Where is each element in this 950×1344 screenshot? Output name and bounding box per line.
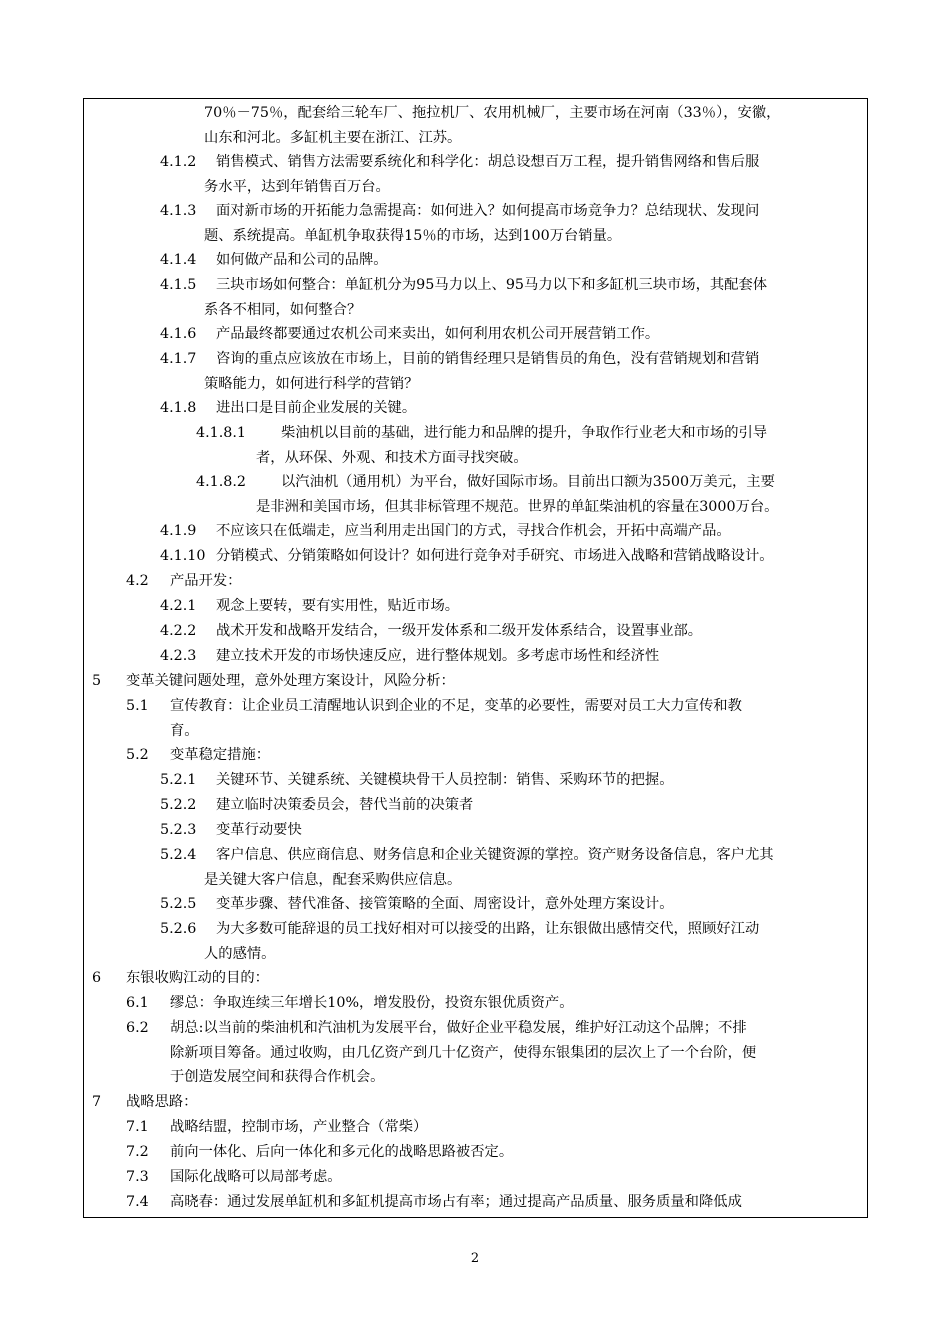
paragraph-text: 客户信息、供应商信息、财务信息和企业关键资源的掌控。资产财务设备信息，客户尤其 [216, 847, 774, 863]
paragraph-number: 4.1.7 [160, 351, 197, 367]
paragraph-text: 战术开发和战略开发结合，一级开发体系和二级开发体系结合，设置事业部。 [216, 623, 703, 639]
paragraph-continuation: 系各不相同，如何整合？ [204, 301, 362, 318]
paragraph-text: 面对新市场的开拓能力急需提高：如何进入？如何提高市场竞争力？总结现状、发现问 [216, 203, 760, 219]
paragraph-number: 7.1 [126, 1119, 149, 1135]
paragraph-number: 4.1.6 [160, 326, 197, 342]
paragraph-number: 4.1.8.2 [196, 474, 247, 490]
paragraph-text: 变革关键问题处理，意外处理方案设计，风险分析： [126, 673, 455, 689]
paragraph-number: 5.2.6 [160, 921, 197, 937]
paragraph-number: 4.2.1 [160, 598, 197, 614]
paragraph-number: 5.2.5 [160, 896, 197, 912]
paragraph-number: 4.2 [126, 573, 149, 589]
paragraph-text: 变革行动要快 [216, 822, 302, 838]
paragraph-number: 5.2.1 [160, 772, 197, 788]
paragraph-text: 不应该只在低端走，应当利用走出国门的方式，寻找合作机会，开拓中高端产品。 [216, 523, 731, 539]
content-frame [83, 98, 868, 1218]
paragraph-text: 以汽油机（通用机）为平台，做好国际市场。目前出口额为3500万美元，主要 [281, 474, 775, 490]
paragraph-continuation: 题、系统提高。单缸机争取获得15％的市场，达到100万台销量。 [204, 227, 622, 244]
paragraph-text: 咨询的重点应该放在市场上，目前的销售经理只是销售员的角色，没有营销规划和营销 [216, 351, 760, 367]
paragraph-text: 宣传教育：让企业员工清醒地认识到企业的不足，变革的必要性，需要对员工大力宣传和教 [170, 698, 742, 714]
paragraph-number: 4.1.5 [160, 277, 197, 293]
paragraph-text: 缪总：争取连续三年增长10%，增发股份，投资东银优质资产。 [170, 995, 574, 1011]
paragraph-number: 4.2.3 [160, 648, 197, 664]
paragraph-number: 5.1 [126, 698, 149, 714]
paragraph-continuation: 是关键大客户信息，配套采购供应信息。 [204, 871, 462, 888]
paragraph-number: 5.2 [126, 747, 149, 763]
paragraph-number: 6.2 [126, 1020, 149, 1036]
paragraph-number: 6.1 [126, 995, 149, 1011]
paragraph-number: 7.3 [126, 1169, 149, 1185]
paragraph-text: 战略结盟，控制市场，产业整合（常柴） [170, 1119, 428, 1135]
paragraph-continuation: 育。 [170, 722, 199, 739]
paragraph-continuation: 山东和河北。多缸机主要在浙江、江苏。 [204, 129, 462, 146]
paragraph-text: 如何做产品和公司的品牌。 [216, 252, 388, 268]
paragraph-continuation: 除新项目筹备。通过收购，由几亿资产到几十亿资产，使得东银集团的层次上了一个台阶，便 [170, 1044, 757, 1061]
paragraph-text: 产品最终都要通过农机公司来卖出，如何利用农机公司开展营销工作。 [216, 326, 660, 342]
paragraph-text: 产品开发： [170, 573, 242, 589]
paragraph-text: 战略思路： [126, 1094, 198, 1110]
paragraph-text: 建立技术开发的市场快速反应，进行整体规划。多考虑市场性和经济性 [216, 648, 660, 664]
paragraph-number: 4.1.8 [160, 400, 197, 416]
paragraph-text: 东银收购江动的目的： [126, 970, 269, 986]
paragraph-continuation: 人的感情。 [204, 945, 276, 962]
paragraph-continuation: 策略能力，如何进行科学的营销？ [204, 375, 419, 392]
paragraph-number: 5.2.3 [160, 822, 197, 838]
paragraph-number: 6 [92, 970, 102, 986]
paragraph-text: 销售模式、销售方法需要系统化和科学化：胡总设想百万工程，提升销售网络和售后服 [216, 154, 760, 170]
paragraph-text: 三块市场如何整合：单缸机分为95马力以上、95马力以下和多缸机三块市场，其配套体 [216, 277, 768, 293]
paragraph-text: 柴油机以目前的基础，进行能力和品牌的提升，争取作行业老大和市场的引导 [281, 425, 768, 441]
paragraph-text: 进出口是目前企业发展的关键。 [216, 400, 417, 416]
paragraph-number: 4.1.3 [160, 203, 197, 219]
paragraph-text: 胡总:以当前的柴油机和汽油机为发展平台，做好企业平稳发展，维护好江动这个品牌；不排 [170, 1020, 747, 1036]
paragraph-number: 5.2.2 [160, 797, 197, 813]
page-number: 2 [470, 1251, 480, 1266]
paragraph-number: 4.1.4 [160, 252, 197, 268]
paragraph-text: 关键环节、关键系统、关键模块骨干人员控制：销售、采购环节的把握。 [216, 772, 674, 788]
paragraph-number: 4.1.2 [160, 154, 197, 170]
paragraph-number: 4.1.9 [160, 523, 197, 539]
paragraph-text: 分销模式、分销策略如何设计？如何进行竞争对手研究、市场进入战略和营销战略设计。 [216, 548, 774, 564]
paragraph-number: 4.2.2 [160, 623, 197, 639]
paragraph-text: 变革稳定措施： [170, 747, 271, 763]
paragraph-text: 为大多数可能辞退的员工找好相对可以接受的出路，让东银做出感情交代，照顾好江动 [216, 921, 760, 937]
paragraph-continuation: 于创造发展空间和获得合作机会。 [170, 1069, 385, 1085]
paragraph-text: 70％－75％，配套给三轮车厂、拖拉机厂、农用机械厂，主要市场在河南（33％），安徽， [204, 105, 781, 121]
paragraph-number: 5.2.4 [160, 847, 197, 863]
paragraph-text: 前向一体化、后向一体化和多元化的战略思路被否定。 [170, 1144, 514, 1160]
paragraph-continuation: 者，从环保、外观、和技术方面寻找突破。 [256, 449, 528, 466]
paragraph-text: 建立临时决策委员会，替代当前的决策者 [216, 797, 474, 813]
paragraph-text: 观念上要转，要有实用性，贴近市场。 [216, 598, 460, 614]
paragraph-text: 高晓春：通过发展单缸机和多缸机提高市场占有率；通过提高产品质量、服务质量和降低成 [170, 1194, 742, 1210]
paragraph-number: 7.2 [126, 1144, 149, 1160]
paragraph-number: 5 [92, 673, 102, 689]
paragraph-number: 7 [92, 1094, 102, 1110]
paragraph-text: 国际化战略可以局部考虑。 [170, 1169, 342, 1185]
paragraph-number: 7.4 [126, 1194, 149, 1210]
paragraph-number: 4.1.8.1 [196, 425, 247, 441]
paragraph-text: 变革步骤、替代准备、接管策略的全面、周密设计，意外处理方案设计。 [216, 896, 674, 912]
paragraph-continuation: 是非洲和美国市场，但其非标管理不规范。世界的单缸柴油机的容量在3000万台。 [256, 498, 779, 515]
paragraph-number: 4.1.10 [160, 548, 206, 564]
paragraph-continuation: 务水平，达到年销售百万台。 [204, 178, 390, 195]
